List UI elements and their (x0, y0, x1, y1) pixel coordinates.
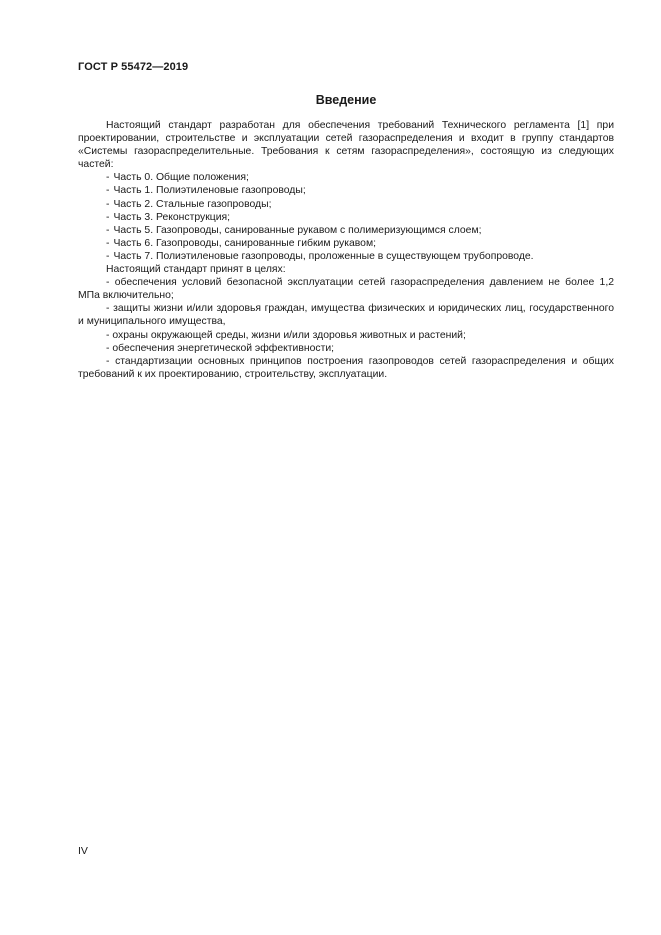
standard-code: ГОСТ Р 55472—2019 (78, 61, 189, 73)
document-body (78, 119, 614, 381)
purpose-text: охраны окружающей среды, жизни и/или здоровья животных и растений; (112, 329, 466, 341)
list-dash: - (106, 303, 110, 315)
list-item-text: Часть 0. Общие положения; (113, 172, 249, 184)
list-item-text: Часть 7. Полиэтиленовые газопроводы, проложенные в существующем трубопроводе. (113, 250, 534, 262)
list-item-text: Часть 1. Полиэтиленовые газопроводы; (113, 185, 306, 197)
purpose-intro: Настоящий стандарт принят в целях: (106, 264, 286, 276)
list-dash: - (106, 224, 110, 236)
list-item (78, 211, 614, 224)
purpose-item (78, 276, 614, 302)
list-dash: - (106, 198, 110, 210)
list-item (78, 237, 614, 250)
list-item (78, 171, 614, 184)
list-dash: - (106, 172, 110, 184)
list-item (78, 184, 614, 197)
intro-paragraph: Настоящий стандарт разработан для обеспечения требований Технического регламента [1] при проектировании, строительстве и эксплуатации сетей газораспределения и входит в группу стандартов «Системы газораспределительные. Требования к сетям газораспределения», состоящую из следующих частей: (78, 120, 614, 171)
list-dash: - (106, 355, 110, 367)
list-dash: - (106, 277, 110, 289)
list-dash: - (106, 250, 110, 262)
purpose-item (78, 329, 614, 342)
list-dash: - (106, 237, 110, 249)
purpose-item (78, 302, 614, 328)
list-item (78, 250, 614, 263)
purpose-item (78, 342, 614, 355)
list-item-text: Часть 5. Газопроводы, санированные рукавом с полимеризующимся слоем; (113, 224, 482, 236)
purpose-text: защиты жизни и/или здоровья граждан, имущества физических и юридических лиц, государственного и муниципального имущества, (78, 303, 614, 328)
purpose-text: обеспечения энергетической эффективности; (112, 342, 335, 354)
list-dash: - (106, 211, 110, 223)
list-item (78, 198, 614, 211)
list-item-text: Часть 3. Реконструкция; (113, 211, 231, 223)
list-item (78, 224, 614, 237)
purpose-text: обеспечения условий безопасной эксплуатации сетей газораспределения давлением не более 1,2 МПа включительно; (78, 277, 614, 302)
purpose-item (78, 355, 614, 381)
purpose-text: стандартизации основных принципов построения газопроводов сетей газораспределения и общих требований к их проектированию, строительству, эксплуатации. (78, 355, 614, 380)
page-number: IV (78, 845, 88, 857)
list-dash: - (106, 185, 110, 197)
list-dash: - (106, 342, 110, 354)
list-item-text: Часть 2. Стальные газопроводы; (113, 198, 272, 210)
list-item-text: Часть 6. Газопроводы, санированные гибким рукавом; (113, 237, 376, 249)
section-title: Введение (315, 93, 377, 107)
list-dash: - (106, 329, 110, 341)
